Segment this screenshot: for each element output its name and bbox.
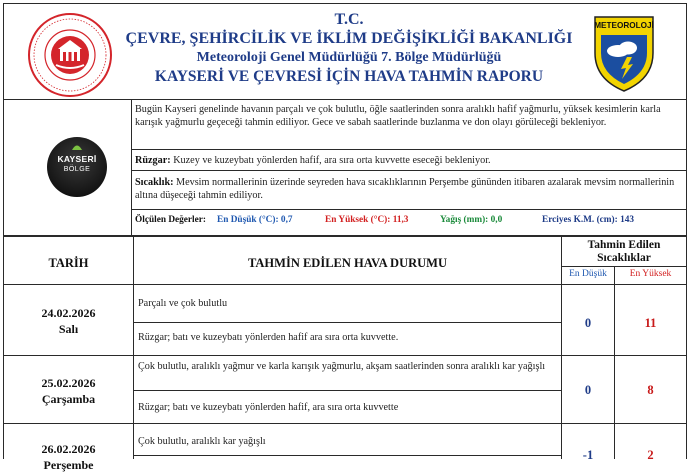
temperature-column-header: Tahmin Edilen Sıcaklıklar	[587, 239, 661, 264]
title-ministry: ÇEVRE, ŞEHİRCİLİK VE İKLİM DEĞİŞİKLİĞİ BAKANLIĞI	[125, 30, 573, 47]
wind-label: Rüzgar:	[135, 155, 171, 166]
measured-rain: Yağış (mm): 0,0	[440, 215, 503, 225]
svg-text:METEOROLOJİ: METEOROLOJİ	[594, 21, 654, 30]
column-divider	[614, 266, 615, 459]
table-row-high: 8	[647, 383, 654, 397]
row-divider	[4, 423, 686, 424]
table-row-date: 26.02.2026 Perşembe	[41, 442, 96, 472]
kayseri-region-badge	[47, 137, 107, 197]
temperature-summary	[135, 176, 680, 202]
row-divider	[4, 355, 686, 356]
info-divider	[131, 170, 686, 171]
wind-text: Kuzey ve kuzeybatı yönlerden hafif, ara sıra orta kuvvette eseceği bekleniyor.	[173, 155, 491, 166]
cell-divider	[134, 390, 561, 391]
table-row-weather: Çok bulutlu, aralıklı kar yağışlı	[138, 436, 266, 447]
table-top-border	[4, 235, 686, 237]
leaf-icon	[71, 143, 83, 151]
table-row-weather: Parçalı ve çok bulutlu	[138, 298, 228, 309]
info-divider	[131, 149, 686, 150]
table-row-wind: Rüzgar; batı ve kuzeybatı yönlerden hafif, ara sıra orta kuvvette	[138, 402, 399, 413]
table-row-date: 25.02.2026 Çarşamba	[41, 376, 96, 406]
title-directorate: Meteoroloji Genel Müdürlüğü 7. Bölge Müdürlüğü	[196, 50, 502, 65]
low-temp-header: En Düşük	[569, 269, 607, 279]
date-column-header: TARİH	[48, 256, 89, 270]
info-column-divider	[131, 100, 132, 235]
table-row-high: 2	[647, 448, 654, 462]
measured-max: En Yüksek (°C): 11,3	[325, 215, 409, 225]
measured-snow: Erciyes K.M. (cm): 143	[542, 215, 635, 225]
table-row-date: 24.02.2026 Salı	[41, 306, 96, 336]
badge-subtitle: BÖLGE	[63, 166, 91, 173]
badge-title: KAYSERİ	[57, 154, 97, 164]
cell-divider	[134, 322, 561, 323]
header-bottom-border	[4, 284, 686, 285]
meteoroloji-logo-icon	[591, 13, 657, 93]
region-badge-cell	[4, 100, 131, 235]
table-row-high: 11	[644, 316, 657, 330]
general-summary: Bugün Kayseri genelinde havanın parçalı ve çok bulutlu, öğle saatlerinden sonra aralıklı hafif yağmurlu, yüksek kesimlerin karla karışık yağmurlu geçeceği tahmin ediliyor. Gece ve sabah saatlerinde buzlanma ve don olayı görüleceği bekleniyor.	[135, 104, 661, 128]
table-row-low: 0	[584, 383, 592, 397]
measured-label: Ölçülen Değerler:	[135, 215, 206, 225]
measured-min: En Düşük (°C): 0,7	[217, 215, 293, 225]
temp-label: Sıcaklık:	[135, 177, 174, 188]
cell-divider	[134, 455, 561, 456]
wind-summary	[135, 154, 680, 167]
forecast-report	[3, 3, 687, 472]
table-row-weather: Çok bulutlu, aralıklı yağmur ve karla karışık yağmurlu, akşam saatlerinden sonra aralıklı kar yağışlı	[138, 361, 546, 372]
temp-text: Mevsim normallerinin üzerinde seyreden hava sıcaklıklarının Perşembe gününden itibaren azalarak mevsim normallerinin altına düşeceği tahmin ediliyor.	[135, 177, 675, 201]
header-divider	[562, 266, 686, 267]
table-row-low: -1	[582, 448, 594, 462]
info-divider	[131, 209, 686, 210]
condition-column-header: TAHMİN EDİLEN HAVA DURUMU	[248, 256, 447, 270]
title-tc: T.C.	[334, 11, 364, 28]
measured-values	[135, 215, 680, 229]
table-row-wind: Rüzgar; batı ve kuzeybatı yönlerden hafif ara sıra orta kuvvette.	[138, 332, 399, 343]
ministry-seal-icon	[26, 11, 114, 99]
report-title-block	[114, 10, 584, 86]
table-row-low: 0	[584, 316, 592, 330]
report-header	[4, 4, 686, 94]
high-temp-header: En Yüksek	[629, 269, 672, 279]
title-report: KAYSERİ VE ÇEVRESİ İÇİN HAVA TAHMİN RAPORU	[154, 68, 544, 85]
